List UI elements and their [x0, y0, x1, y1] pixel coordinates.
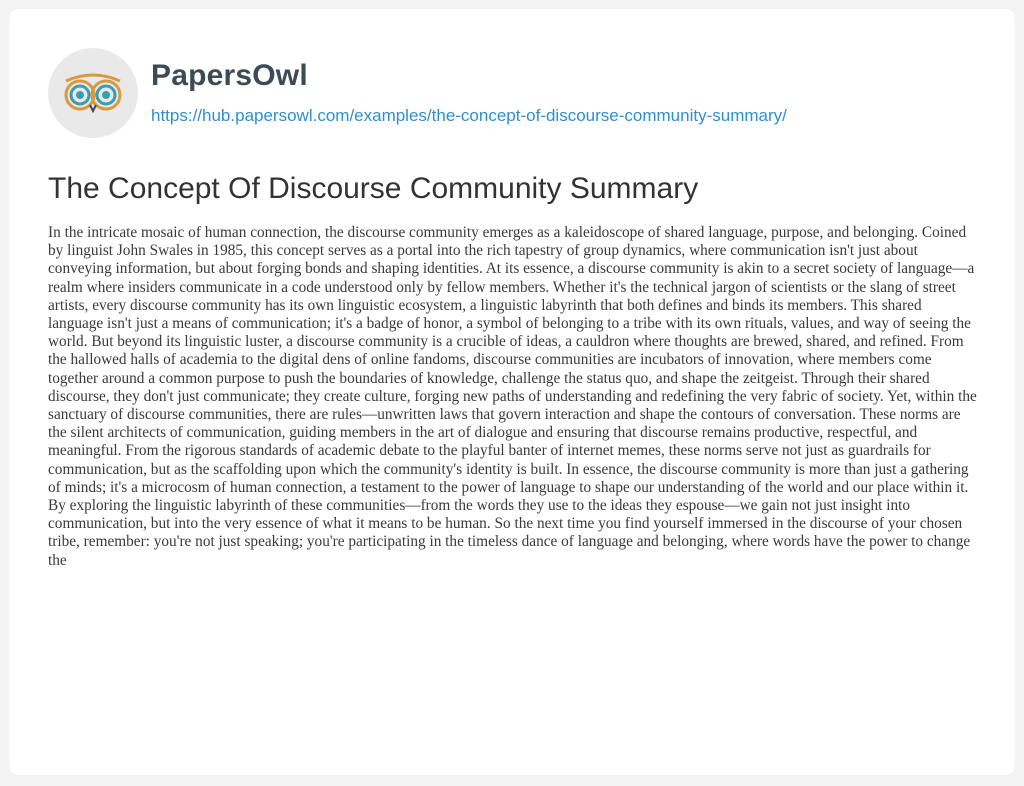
article-body: In the intricate mosaic of human connection, the discourse community emerges as a kaleidoscope of shared language, purpose, and belonging. Coined by linguist John Swales in 1985, this concept serves as a portal into the rich tapestry of group dynamics, where communication isn't just about conveying information, but about forging bonds and shaping identities. At its essence, a discourse community is akin to a secret society of language—a realm where insiders communicate in a code understood only by fellow members. Whether it's the technical jargon of scientists or the slang of street artists, every discourse community has its own linguistic ecosystem, a linguistic labyrinth that both defines and binds its members. This shared language isn't just a means of communication; it's a badge of honor, a symbol of belonging to a tribe with its own rituals, values, and way of seeing the world. But beyond its linguistic luster, a discourse community is a crucible of ideas, a cauldron where thoughts are brewed, shared, and refined. From the hallowed halls of academia to the digital dens of online fandoms, discourse communities are incubators of innovation, where members come together around a common purpose to push the boundaries of knowledge, challenge the status quo, and shape the zeitgeist. Through their shared discourse, they don't just communicate; they create culture, forging new paths of understanding and redefining the very fabric of society. Yet, within the sanctuary of discourse communities, there are rules—unwritten laws that govern interaction and shape the contours of conversation. These norms are the silent architects of communication, guiding members in the art of dialogue and ensuring that discourse remains productive, respectful, and meaningful. From the rigorous standards of academic debate to the playful banter of internet memes, these norms serve not just as guardrails for communication, but as the scaffolding upon which the community's identity is built. In essence, the discourse community is more than just a gathering of minds; it's a microcosm of human connection, a testament to the power of language to shape our understanding of the world and our place within it. By exploring the linguistic labyrinth of these communities—from the words they use to the ideas they espouse—we gain not just insight into communication, but into the very essence of what it means to be human. So the next time you find yourself immersed in the discourse of your chosen tribe, remember: you're not just speaking; you're participating in the timeless dance of language and belonging, where words have the power to change the — [48, 224, 977, 569]
header — [48, 48, 787, 138]
article-title: The Concept Of Discourse Community Summary — [48, 172, 699, 205]
source-url-link[interactable]: https://hub.papersowl.com/examples/the-concept-of-discourse-community-summary/ — [151, 106, 787, 125]
brand — [151, 48, 787, 127]
brand-name: PapersOwl — [151, 59, 308, 92]
owl-logo-icon — [48, 48, 138, 138]
